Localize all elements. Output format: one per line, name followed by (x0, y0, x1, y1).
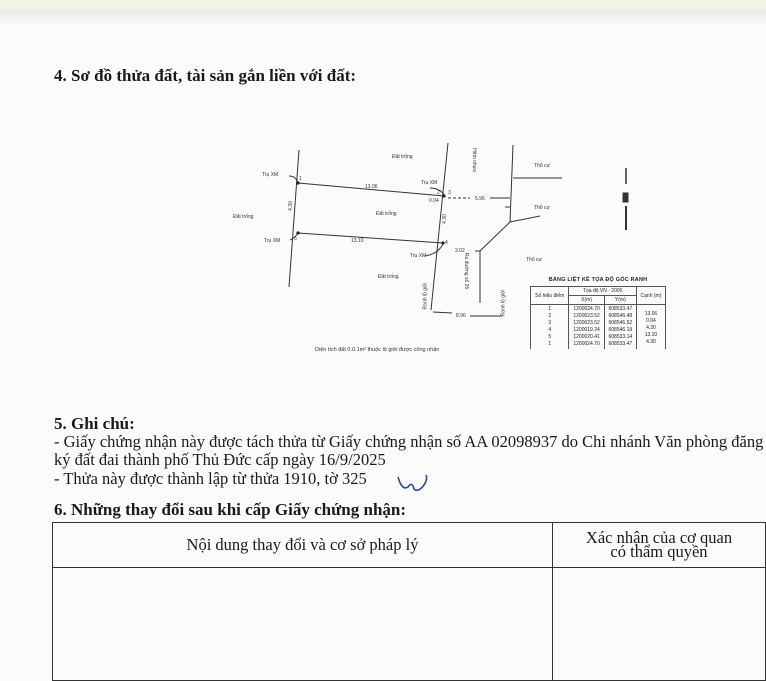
col-change-content-header: Nội dung thay đổi và cơ sở pháp lý (53, 523, 553, 568)
col-point: Số hiệu điểm (531, 287, 569, 305)
point-5: 5 (294, 236, 297, 242)
dim-road-width-bottom: 8.96 (456, 313, 466, 319)
dim-edge-2-3: 0.04 (429, 198, 439, 204)
area-note: Diện tích đất 0.0.1m² thuộc lộ giới được công nhận (315, 347, 440, 353)
dim-road-width-top: 5.96 (475, 196, 485, 202)
dim-edge-1-2: 13.06 (365, 184, 378, 190)
point-2: 2 (437, 190, 440, 196)
section-5-heading: 5. Ghi chú: (54, 414, 135, 433)
label-dat-trong-top: Đất trống (392, 154, 413, 160)
coordinate-table (530, 277, 666, 349)
y-column: 608533.47 608546.48 608546.52 608546.19 608533.14 608533.47 (604, 305, 636, 350)
point-1: 1 (299, 176, 302, 182)
label-tru-xm-5: Trụ XM (264, 238, 281, 244)
col-x: X(m) (569, 296, 604, 305)
coordinate-table-title: BẢNG LIỆT KÊ TỌA ĐỘ GÓC RANH (548, 277, 648, 283)
north-arrow-icon (623, 168, 628, 230)
col-system: Tọa độ VN - 2000 (569, 287, 637, 296)
label-dat-trong-center: Đất trống (376, 211, 397, 217)
label-hem-nhua: Hẻm nhựa (470, 148, 477, 172)
col-confirmation-header: Xác nhận của cơ quan có thẩm quyền (553, 523, 766, 568)
label-tho-cu-3: Thổ cư (526, 257, 542, 263)
label-tho-cu-2: Thổ cư (534, 205, 550, 211)
dim-edge-4-5: 13.10 (351, 238, 364, 244)
change-content-cell (53, 568, 553, 681)
note-2: - Thửa này được thành lập từ thửa 1910, tờ 325 (54, 469, 367, 488)
changes-table (52, 522, 766, 681)
signature-mark-icon (396, 473, 432, 495)
point-3: 3 (448, 190, 451, 196)
label-dat-trong-left: Đất trống (233, 214, 254, 220)
label-tru-xm-4: Trụ XM (410, 253, 427, 259)
label-ranh-lo-gioi-left: Ranh lộ giới (422, 282, 429, 310)
label-dat-trong-bottom: Đất trống (378, 274, 399, 280)
col-y: Y(m) (604, 296, 636, 305)
x-column: 1200024.70 1200023.52 1200023.52 1200019.24 1200020.41 1200024.70 (569, 305, 604, 350)
label-ra-duong-so-26: Ra đường số 26 (463, 252, 470, 290)
label-tho-cu-1: Thổ cư (534, 163, 550, 169)
label-tru-xm-1: Trụ XM (262, 172, 279, 178)
label-ranh-lo-gioi-right: Ranh lộ giới (500, 289, 507, 317)
col-edge: Cạnh (m) (636, 287, 665, 305)
point-column: 1 2 3 4 5 1 (531, 305, 569, 350)
dim-edge-3-4: 4.30 (441, 214, 448, 224)
section-6-heading: 6. Những thay đổi sau khi cấp Giấy chứng nhận: (54, 500, 407, 519)
edge-column: 13.06 0.04 4.30 13.10 4.30 (636, 305, 665, 350)
dim-edge-5-1: 4.30 (287, 201, 294, 211)
section-4-heading: 4. Sơ đồ thửa đất, tài sản gắn liền với đất: (54, 66, 357, 85)
point-4: 4 (445, 240, 448, 246)
label-tru-xm-2: Trụ XM (421, 180, 438, 186)
confirmation-cell (553, 568, 766, 681)
note-1: - Giấy chứng nhận này được tách thửa từ Giấy chứng nhận số AA 02098937 do Chi nhánh Văn phòng đăng ký đất đai thành phố Thủ Đức cấp ngày 16/9/2025 (54, 432, 764, 469)
dim-offset: 2.02 (455, 248, 465, 254)
